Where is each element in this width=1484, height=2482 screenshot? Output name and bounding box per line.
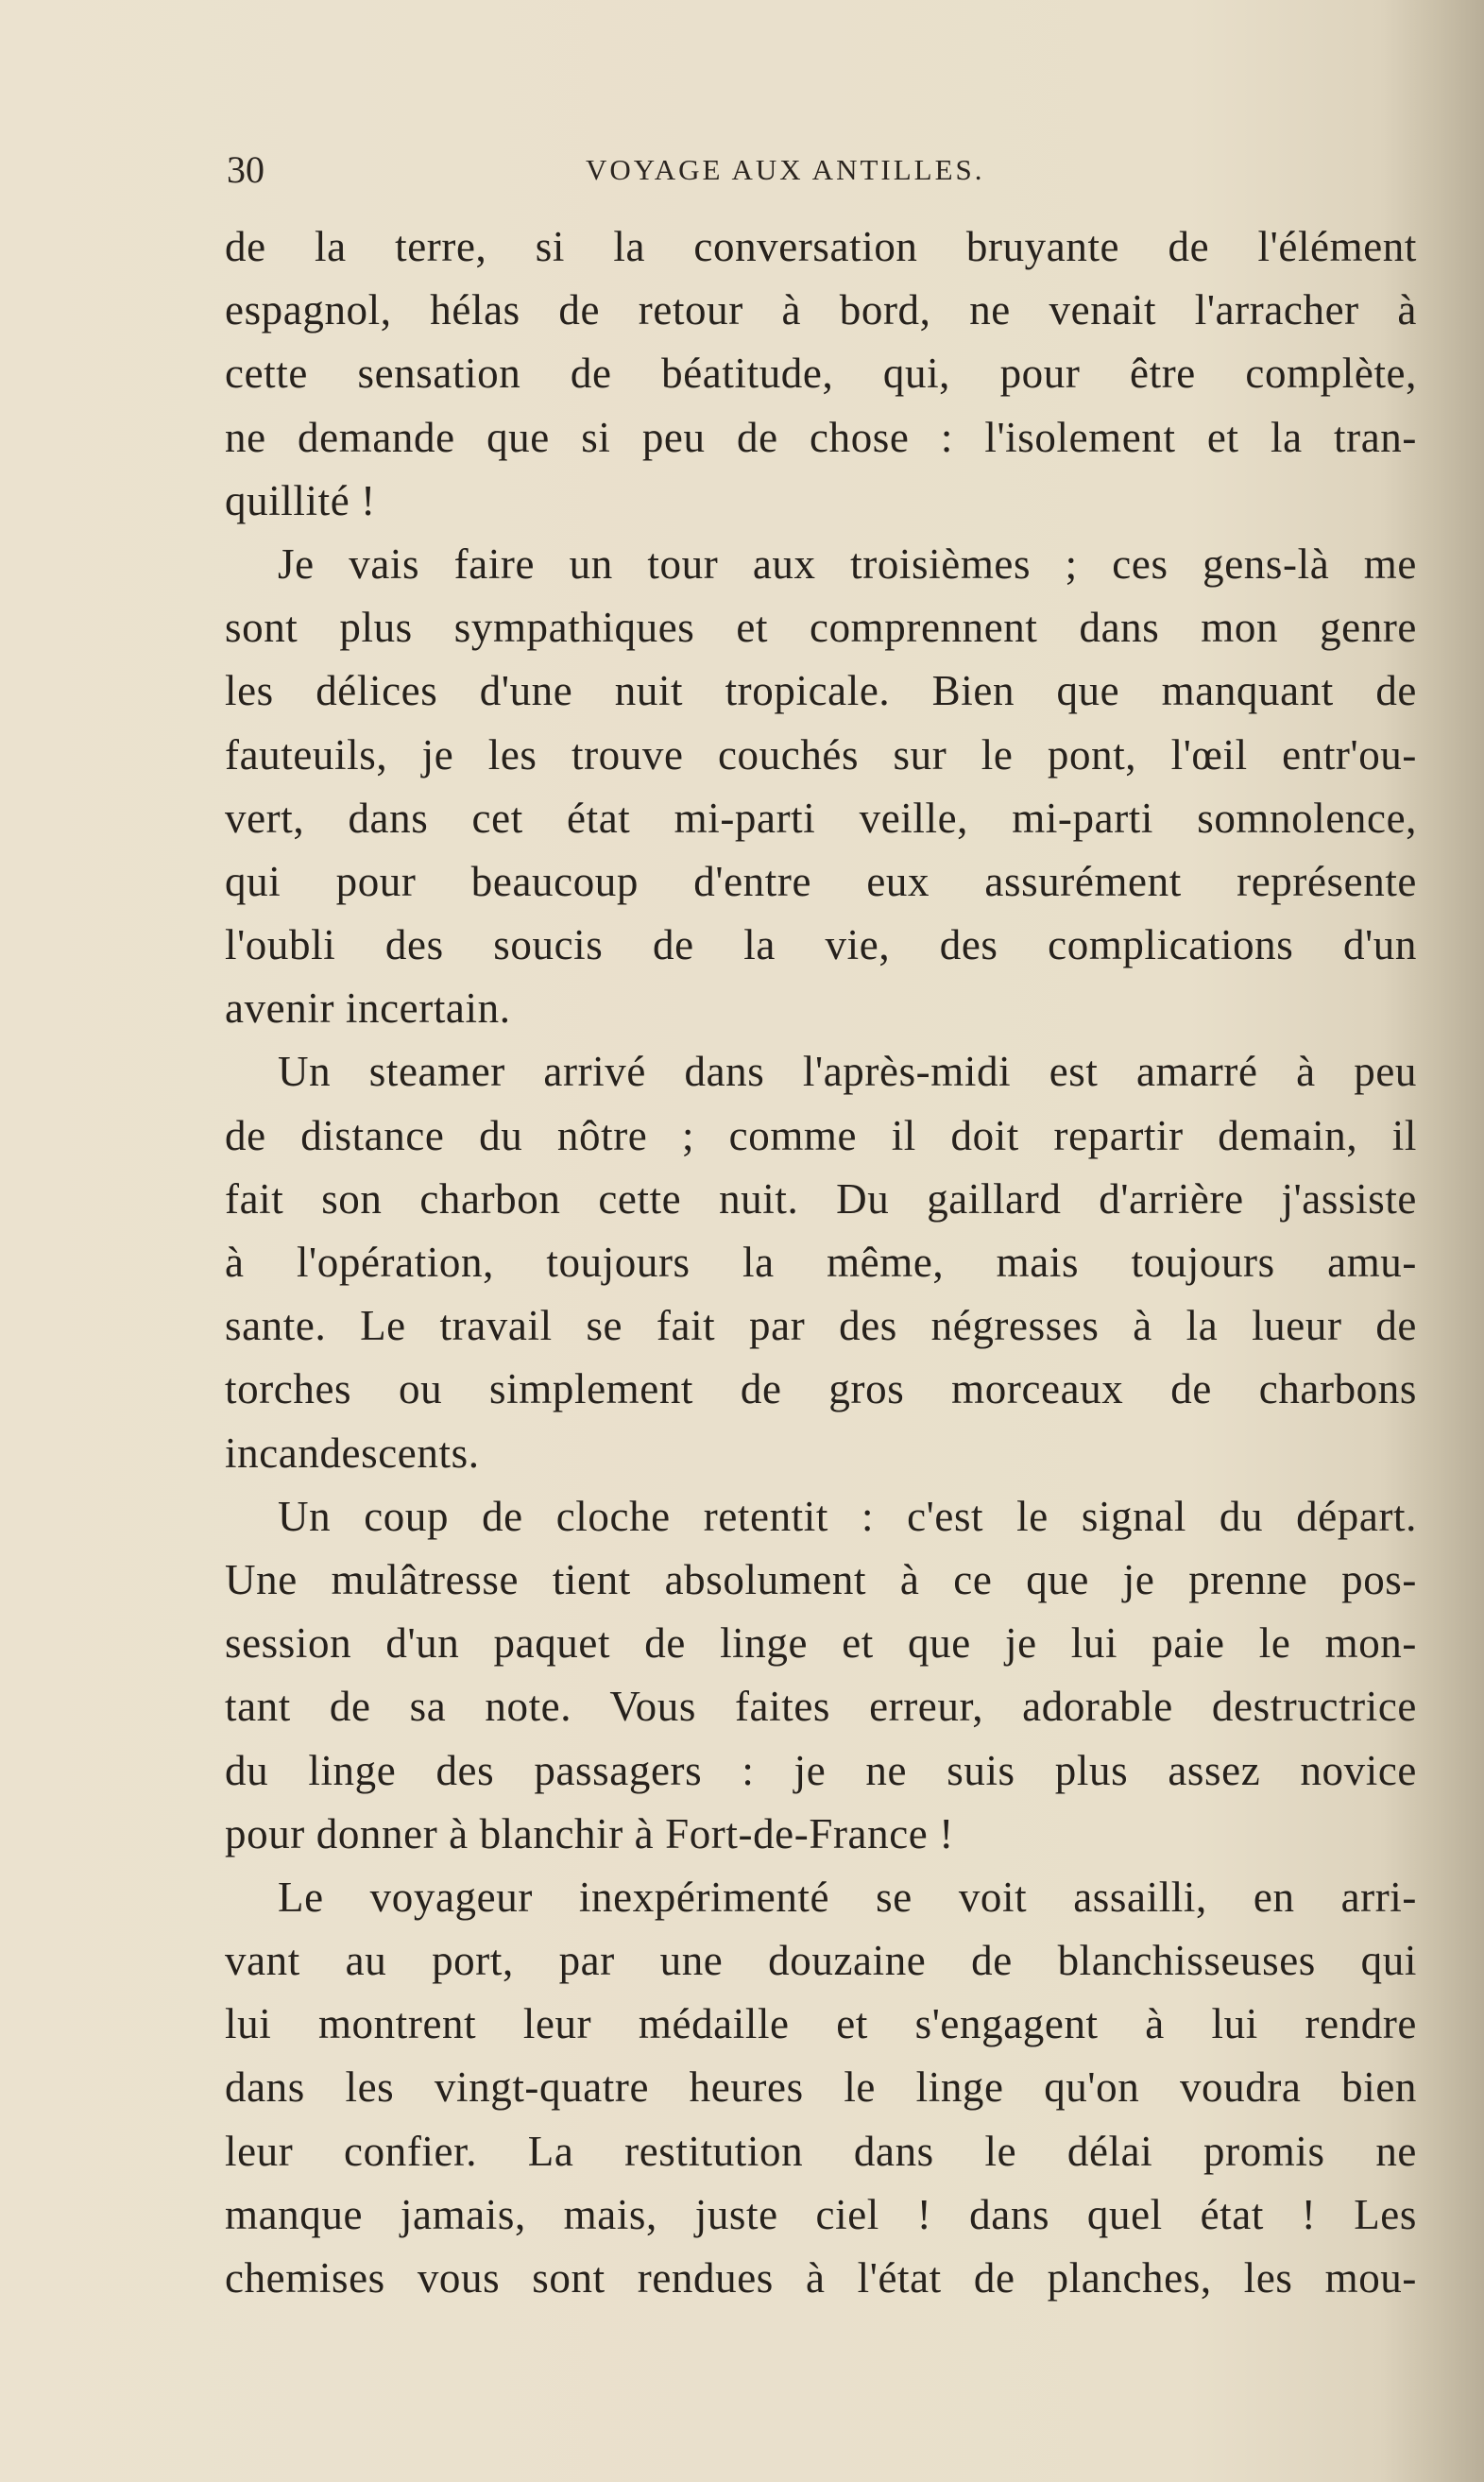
- text-line: l'oubli des soucis de la vie, des complications d'un: [225, 921, 1417, 969]
- text-line: sante. Le travail se fait par des négresses à la lueur de: [225, 1302, 1417, 1350]
- text-line: les délices d'une nuit tropicale. Bien que manquant de: [225, 667, 1417, 715]
- text-line: Je vais faire un tour aux troisièmes ; ces gens-là me: [278, 539, 1417, 588]
- paragraph-4: [225, 1485, 1417, 1866]
- text-line: vant au port, par une douzaine de blanchisseuses qui: [225, 1937, 1417, 1985]
- text-line: manque jamais, mais, juste ciel ! dans quel état ! Les: [225, 2190, 1417, 2238]
- text-line: incandescents.: [225, 1429, 480, 1477]
- text-line: cette sensation de béatitude, qui, pour être complète,: [225, 350, 1417, 398]
- paragraph-5: [225, 1866, 1417, 2310]
- text-line: Un steamer arrivé dans l'après-midi est amarré à peu: [278, 1048, 1417, 1096]
- text-line: à l'opération, toujours la même, mais toujours amu-: [225, 1239, 1417, 1286]
- text-line: quillité !: [225, 476, 376, 524]
- paragraph-3: [225, 1040, 1417, 1484]
- book-title: VOYAGE AUX ANTILLES.: [586, 153, 985, 186]
- text-line: fauteuils, je les trouve couchés sur le pont, l'œil entr'ou-: [225, 730, 1417, 779]
- text-line: torches ou simplement de gros morceaux de charbons: [225, 1365, 1417, 1413]
- text-line: avenir incertain.: [225, 984, 511, 1033]
- text-line: Un coup de cloche retentit : c'est le signal du départ.: [278, 1492, 1417, 1540]
- running-head: [227, 142, 1407, 198]
- text-line: tant de sa note. Vous faites erreur, adorable destructrice: [225, 1683, 1417, 1731]
- text-line: de la terre, si la conversation bruyante de l'élément: [225, 223, 1417, 270]
- text-line: sont plus sympathiques et comprennent dans mon genre: [225, 604, 1417, 652]
- text-line: fait son charbon cette nuit. Du gaillard d'arrière j'assiste: [225, 1174, 1417, 1223]
- text-line: vert, dans cet état mi-parti veille, mi-parti somnolence,: [225, 794, 1417, 842]
- paragraph-1: [225, 215, 1417, 533]
- paragraph-2: [225, 533, 1417, 1041]
- text-line: Une mulâtresse tient absolument à ce que je prenne pos-: [225, 1555, 1417, 1603]
- text-line: du linge des passagers : je ne suis plus assez novice: [225, 1746, 1417, 1794]
- text-line: qui pour beaucoup d'entre eux assurément représente: [225, 857, 1417, 905]
- text-line: lui montrent leur médaille et s'engagent à lui rendre: [225, 2000, 1417, 2048]
- text-line: pour donner à blanchir à Fort-de-France !: [225, 1809, 954, 1857]
- text-line: de distance du nôtre ; comme il doit repartir demain, il: [225, 1111, 1417, 1159]
- text-line: session d'un paquet de linge et que je lui paie le mon-: [225, 1619, 1417, 1668]
- text-line: chemises vous sont rendues à l'état de planches, les mou-: [225, 2254, 1417, 2302]
- page-number: 30: [227, 148, 264, 191]
- text-line: ne demande que si peu de chose : l'isolement et la tran-: [225, 413, 1417, 461]
- body-text: [225, 215, 1417, 2310]
- text-line: Le voyageur inexpérimenté se voit assailli, en arri-: [278, 1873, 1417, 1921]
- text-line: espagnol, hélas de retour à bord, ne venait l'arracher à: [225, 286, 1417, 334]
- text-line: dans les vingt-quatre heures le linge qu'on voudra bien: [225, 2063, 1417, 2112]
- text-line: leur confier. La restitution dans le délai promis ne: [225, 2127, 1417, 2175]
